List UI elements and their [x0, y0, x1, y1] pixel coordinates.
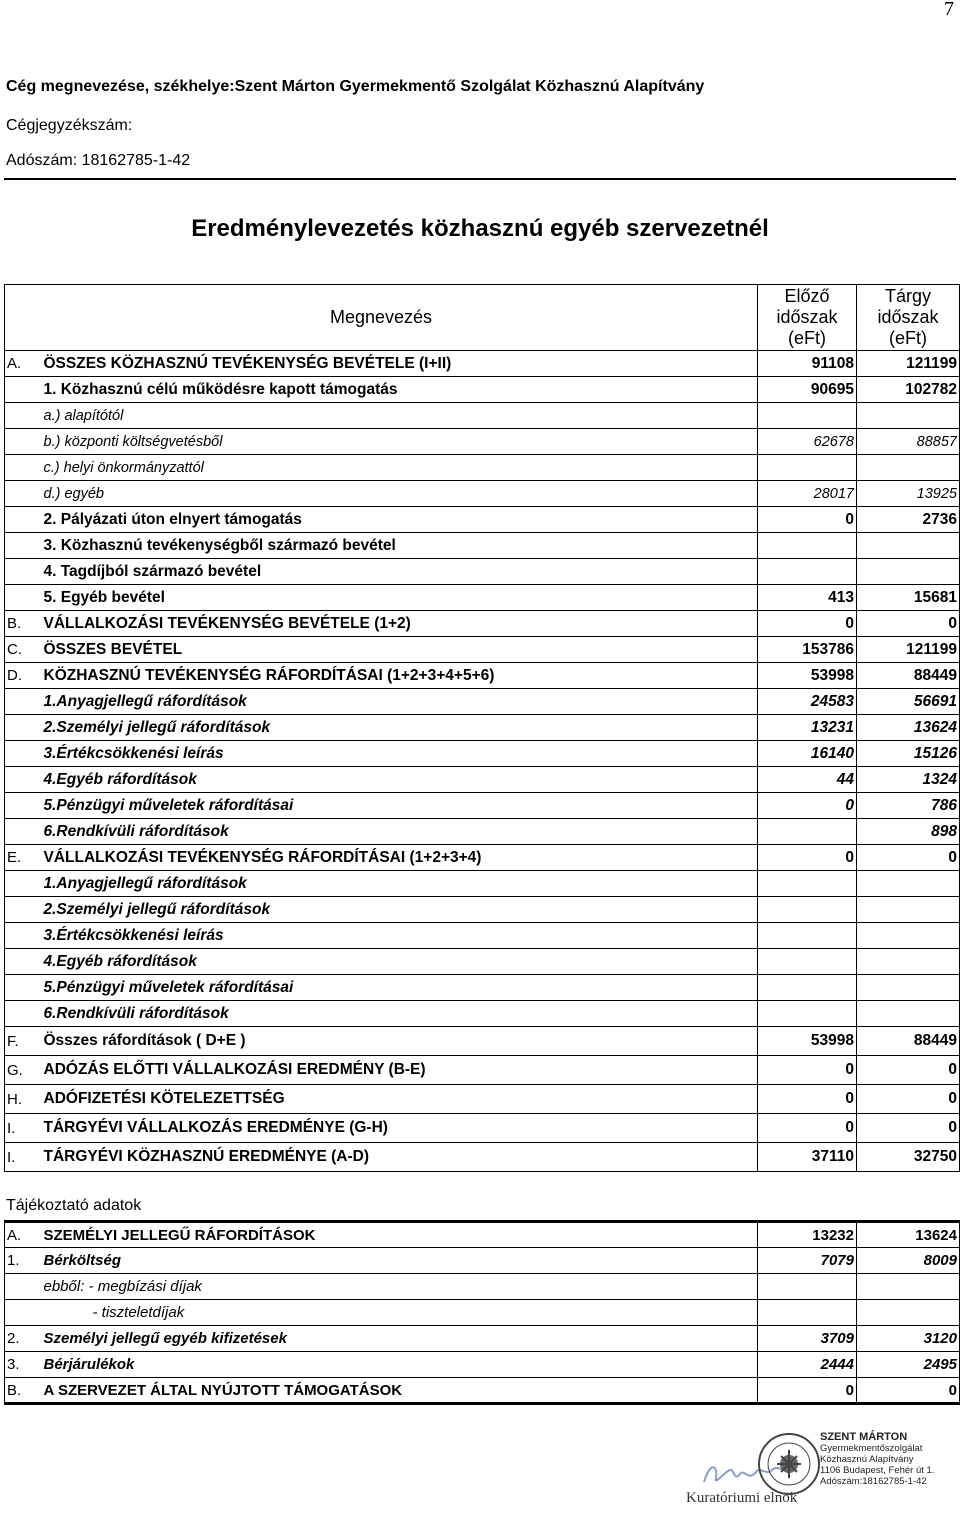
info-row: [5, 1222, 960, 1248]
statement-row: [5, 767, 960, 793]
statement-row-code: [5, 403, 41, 429]
statement-row-label: 4.Egyéb ráfordítások: [41, 949, 758, 975]
statement-row-cur-value: 13624: [857, 715, 960, 741]
registration-number: Cégjegyzékszám:: [6, 117, 133, 134]
statement-row-label: VÁLLALKOZÁSI TEVÉKENYSÉG RÁFORDÍTÁSAI (1+2+3+4): [41, 845, 758, 871]
info-row-cur-value: 2495: [857, 1352, 960, 1378]
statement-row-cur-value: 121199: [857, 637, 960, 663]
statement-row-prev-value: 37110: [758, 1143, 857, 1172]
info-row-label: Bérköltség: [41, 1248, 758, 1274]
info-row-cur-value: 13624: [857, 1222, 960, 1248]
statement-row-cur-value: [857, 871, 960, 897]
info-row-cur-value: 3120: [857, 1326, 960, 1352]
stamp-line: Adószám:18162785-1-42: [820, 1476, 927, 1487]
statement-row-cur-value: 15681: [857, 585, 960, 611]
info-row: [5, 1352, 960, 1378]
statement-row-code: [5, 455, 41, 481]
info-row-prev-value: [758, 1300, 857, 1326]
statement-row-code: G.: [5, 1056, 41, 1085]
statement-row-code: [5, 1001, 41, 1027]
column-header-cur: [857, 285, 960, 351]
statement-row-prev-value: [758, 949, 857, 975]
statement-row-label: 1.Anyagjellegű ráfordítások: [41, 871, 758, 897]
stamp-text: [820, 1432, 960, 1487]
statement-row-prev-value: 13231: [758, 715, 857, 741]
info-row: [5, 1326, 960, 1352]
statement-row: [5, 1056, 960, 1085]
column-header-cur-line: Tárgy: [884, 286, 931, 306]
income-statement-table: [4, 284, 960, 1172]
statement-row-code: [5, 507, 41, 533]
statement-row-code: [5, 819, 41, 845]
info-row-prev-value: 0: [758, 1378, 857, 1404]
info-row: [5, 1248, 960, 1274]
statement-row-code: C.: [5, 637, 41, 663]
statement-row-label: 2.Személyi jellegű ráfordítások: [41, 715, 758, 741]
statement-row-prev-value: 16140: [758, 741, 857, 767]
statement-row-code: [5, 897, 41, 923]
statement-row-prev-value: 62678: [758, 429, 857, 455]
statement-row-label: 1. Közhasznú célú működésre kapott támogatás: [41, 377, 758, 403]
statement-row-cur-value: 1324: [857, 767, 960, 793]
info-row-prev-value: 2444: [758, 1352, 857, 1378]
statement-row-label: 6.Rendkívüli ráfordítások: [41, 1001, 758, 1027]
statement-row-prev-value: 91108: [758, 351, 857, 377]
info-row-label: SZEMÉLYI JELLEGŰ RÁFORDÍTÁSOK: [41, 1222, 758, 1248]
info-section-title: Tájékoztató adatok: [6, 1197, 142, 1214]
statement-row-code: [5, 585, 41, 611]
statement-row-prev-value: [758, 923, 857, 949]
statement-row: [5, 819, 960, 845]
statement-row-code: B.: [5, 611, 41, 637]
statement-row: [5, 611, 960, 637]
info-row-cur-value: 8009: [857, 1248, 960, 1274]
statement-row-code: [5, 793, 41, 819]
statement-row-label: 5.Pénzügyi műveletek ráfordításai: [41, 793, 758, 819]
statement-row-code: I.: [5, 1143, 41, 1172]
statement-row: [5, 845, 960, 871]
stamp-line: 1106 Budapest, Fehér út 1.: [820, 1465, 935, 1476]
info-table-body: [5, 1222, 960, 1404]
statement-row-label: ÖSSZES KÖZHASZNÚ TEVÉKENYSÉG BEVÉTELE (I+II): [41, 351, 758, 377]
statement-row-cur-value: [857, 403, 960, 429]
statement-row-code: [5, 689, 41, 715]
statement-row-label: 5. Egyéb bevétel: [41, 585, 758, 611]
stamp-line: SZENT MÁRTON: [820, 1431, 908, 1443]
statement-row-prev-value: 0: [758, 1085, 857, 1114]
statement-row-prev-value: 44: [758, 767, 857, 793]
column-header-prev: [758, 285, 857, 351]
info-row-prev-value: 13232: [758, 1222, 857, 1248]
info-row-code: 2.: [5, 1326, 41, 1352]
info-table: [4, 1220, 960, 1405]
statement-row-cur-value: 898: [857, 819, 960, 845]
statement-row-cur-value: [857, 923, 960, 949]
statement-row-prev-value: [758, 819, 857, 845]
statement-row-cur-value: [857, 455, 960, 481]
statement-row-cur-value: 121199: [857, 351, 960, 377]
statement-row-code: [5, 481, 41, 507]
statement-row-label: 3.Értékcsökkenési leírás: [41, 741, 758, 767]
statement-row-cur-value: [857, 559, 960, 585]
statement-row: [5, 351, 960, 377]
stamp-line: Közhasznú Alapítvány: [820, 1454, 914, 1465]
statement-row-cur-value: 32750: [857, 1143, 960, 1172]
statement-row-cur-value: 88857: [857, 429, 960, 455]
info-row-cur-value: [857, 1300, 960, 1326]
column-header-cur-line: időszak: [877, 307, 939, 327]
statement-row-label: ADÓFIZETÉSI KÖTELEZETTSÉG: [41, 1085, 758, 1114]
header-divider: [4, 178, 956, 180]
info-row-cur-value: 0: [857, 1378, 960, 1404]
statement-row-code: [5, 949, 41, 975]
page-number: 7: [944, 0, 954, 20]
statement-row-code: [5, 533, 41, 559]
info-row: [5, 1300, 960, 1326]
column-header-prev-line: (eFt): [788, 328, 826, 348]
statement-row-label: a.) alapítótól: [41, 403, 758, 429]
statement-row: [5, 507, 960, 533]
info-row-prev-value: 3709: [758, 1326, 857, 1352]
statement-row-label: 5.Pénzügyi műveletek ráfordításai: [41, 975, 758, 1001]
statement-row-label: VÁLLALKOZÁSI TEVÉKENYSÉG BEVÉTELE (1+2): [41, 611, 758, 637]
statement-row-prev-value: [758, 975, 857, 1001]
statement-row-label: 4.Egyéb ráfordítások: [41, 767, 758, 793]
statement-row-label: KÖZHASZNÚ TEVÉKENYSÉG RÁFORDÍTÁSAI (1+2+3+4+5+6): [41, 663, 758, 689]
statement-row-code: A.: [5, 351, 41, 377]
statement-row-cur-value: [857, 1001, 960, 1027]
statement-row-cur-value: [857, 975, 960, 1001]
statement-row: [5, 923, 960, 949]
info-row-code: 1.: [5, 1248, 41, 1274]
seal-icon: [757, 1432, 821, 1496]
statement-row-prev-value: [758, 1001, 857, 1027]
statement-row-cur-value: 0: [857, 1114, 960, 1143]
statement-row-label: ADÓZÁS ELŐTTI VÁLLALKOZÁSI EREDMÉNY (B-E): [41, 1056, 758, 1085]
statement-row: [5, 715, 960, 741]
company-name: Cég megnevezése, székhelye:Szent Márton Gyermekmentő Szolgálat Közhasznú Alapítvány: [6, 78, 705, 95]
statement-row-cur-value: [857, 949, 960, 975]
statement-row-label: c.) helyi önkormányzattól: [41, 455, 758, 481]
table-header-row: [5, 285, 960, 351]
statement-row-label: TÁRGYÉVI KÖZHASZNÚ EREDMÉNYE (A-D): [41, 1143, 758, 1172]
income-statement-body: [5, 351, 960, 1172]
column-header-prev-line: időszak: [776, 307, 838, 327]
info-row-label: Személyi jellegű egyéb kifizetések: [41, 1326, 758, 1352]
statement-row: [5, 403, 960, 429]
info-row-label: - tiszteletdíjak: [41, 1300, 758, 1326]
stamp-line: Gyermekmentőszolgálat: [820, 1443, 923, 1454]
statement-row-cur-value: 88449: [857, 1027, 960, 1056]
statement-row-cur-value: [857, 533, 960, 559]
statement-row-prev-value: [758, 871, 857, 897]
statement-row-cur-value: 15126: [857, 741, 960, 767]
info-row-code: B.: [5, 1378, 41, 1404]
statement-row-label: 6.Rendkívüli ráfordítások: [41, 819, 758, 845]
statement-row-code: [5, 975, 41, 1001]
statement-row: [5, 377, 960, 403]
statement-row-prev-value: 0: [758, 1056, 857, 1085]
statement-row: [5, 585, 960, 611]
statement-row-prev-value: 153786: [758, 637, 857, 663]
statement-row-label: b.) központi költségvetésből: [41, 429, 758, 455]
statement-row-cur-value: 2736: [857, 507, 960, 533]
info-row-code: [5, 1274, 41, 1300]
info-row: [5, 1378, 960, 1404]
info-row-prev-value: [758, 1274, 857, 1300]
statement-row-cur-value: 56691: [857, 689, 960, 715]
statement-row-prev-value: [758, 559, 857, 585]
statement-row-cur-value: 102782: [857, 377, 960, 403]
statement-row-label: Összes ráfordítások ( D+E ): [41, 1027, 758, 1056]
statement-row-label: 3.Értékcsökkenési leírás: [41, 923, 758, 949]
statement-row-label: 2.Személyi jellegű ráfordítások: [41, 897, 758, 923]
tax-number: Adószám: 18162785-1-42: [6, 152, 191, 169]
statement-row-cur-value: 0: [857, 845, 960, 871]
statement-row-prev-value: 0: [758, 1114, 857, 1143]
statement-row-label: 4. Tagdíjból származó bevétel: [41, 559, 758, 585]
statement-row-prev-value: 413: [758, 585, 857, 611]
info-row-code: [5, 1300, 41, 1326]
statement-row-cur-value: 13925: [857, 481, 960, 507]
statement-row-cur-value: 786: [857, 793, 960, 819]
info-row-code: A.: [5, 1222, 41, 1248]
statement-row-cur-value: 0: [857, 1085, 960, 1114]
statement-row-prev-value: 0: [758, 611, 857, 637]
statement-row-code: D.: [5, 663, 41, 689]
column-header-prev-line: Előző: [784, 286, 830, 306]
statement-row-prev-value: 0: [758, 793, 857, 819]
statement-row: [5, 975, 960, 1001]
statement-row: [5, 455, 960, 481]
statement-row: [5, 793, 960, 819]
statement-row-code: E.: [5, 845, 41, 871]
statement-row: [5, 741, 960, 767]
statement-row-label: ÖSSZES BEVÉTEL: [41, 637, 758, 663]
statement-row-prev-value: 0: [758, 845, 857, 871]
statement-row-code: I.: [5, 1114, 41, 1143]
statement-row-prev-value: [758, 455, 857, 481]
statement-row-cur-value: [857, 897, 960, 923]
statement-row: [5, 1114, 960, 1143]
info-row-label: ebből: - megbízási díjak: [41, 1274, 758, 1300]
statement-row-cur-value: 88449: [857, 663, 960, 689]
statement-row-label: TÁRGYÉVI VÁLLALKOZÁS EREDMÉNYE (G-H): [41, 1114, 758, 1143]
statement-row-prev-value: 90695: [758, 377, 857, 403]
statement-row-code: [5, 767, 41, 793]
statement-row-prev-value: [758, 403, 857, 429]
statement-row-prev-value: 24583: [758, 689, 857, 715]
info-row-label: Bérjárulékok: [41, 1352, 758, 1378]
column-header-cur-line: (eFt): [889, 328, 927, 348]
statement-row-label: 2. Pályázati úton elnyert támogatás: [41, 507, 758, 533]
statement-row: [5, 533, 960, 559]
statement-row-label: 1.Anyagjellegű ráfordítások: [41, 689, 758, 715]
statement-row-code: [5, 741, 41, 767]
statement-row-cur-value: 0: [857, 611, 960, 637]
statement-row-code: H.: [5, 1085, 41, 1114]
statement-row-code: [5, 429, 41, 455]
statement-row-code: [5, 923, 41, 949]
statement-row-prev-value: [758, 533, 857, 559]
info-row-prev-value: 7079: [758, 1248, 857, 1274]
info-row: [5, 1274, 960, 1300]
statement-row-prev-value: 53998: [758, 663, 857, 689]
statement-row: [5, 663, 960, 689]
statement-row-prev-value: 28017: [758, 481, 857, 507]
statement-row: [5, 689, 960, 715]
statement-row-cur-value: 0: [857, 1056, 960, 1085]
statement-row-label: d.) egyéb: [41, 481, 758, 507]
statement-row: [5, 1143, 960, 1172]
statement-row: [5, 871, 960, 897]
statement-row-code: [5, 559, 41, 585]
statement-row: [5, 949, 960, 975]
column-header-name: Megnevezés: [5, 285, 758, 351]
info-row-cur-value: [857, 1274, 960, 1300]
statement-row: [5, 429, 960, 455]
statement-row-code: [5, 871, 41, 897]
statement-row: [5, 1027, 960, 1056]
statement-row-code: F.: [5, 1027, 41, 1056]
statement-row: [5, 1001, 960, 1027]
info-row-label: A SZERVEZET ÁLTAL NYÚJTOTT TÁMOGATÁSOK: [41, 1378, 758, 1404]
statement-row-label: 3. Közhasznú tevékenységből származó bevétel: [41, 533, 758, 559]
page-title: Eredménylevezetés közhasznú egyéb szervezetnél: [191, 215, 769, 242]
statement-row-prev-value: [758, 897, 857, 923]
statement-row: [5, 1085, 960, 1114]
signature-label: Kuratóriumi elnök: [686, 1490, 798, 1506]
statement-row: [5, 637, 960, 663]
statement-row: [5, 897, 960, 923]
statement-row: [5, 559, 960, 585]
statement-row-code: [5, 715, 41, 741]
statement-row-prev-value: 53998: [758, 1027, 857, 1056]
statement-row-prev-value: 0: [758, 507, 857, 533]
statement-row: [5, 481, 960, 507]
info-row-code: 3.: [5, 1352, 41, 1378]
statement-row-code: [5, 377, 41, 403]
